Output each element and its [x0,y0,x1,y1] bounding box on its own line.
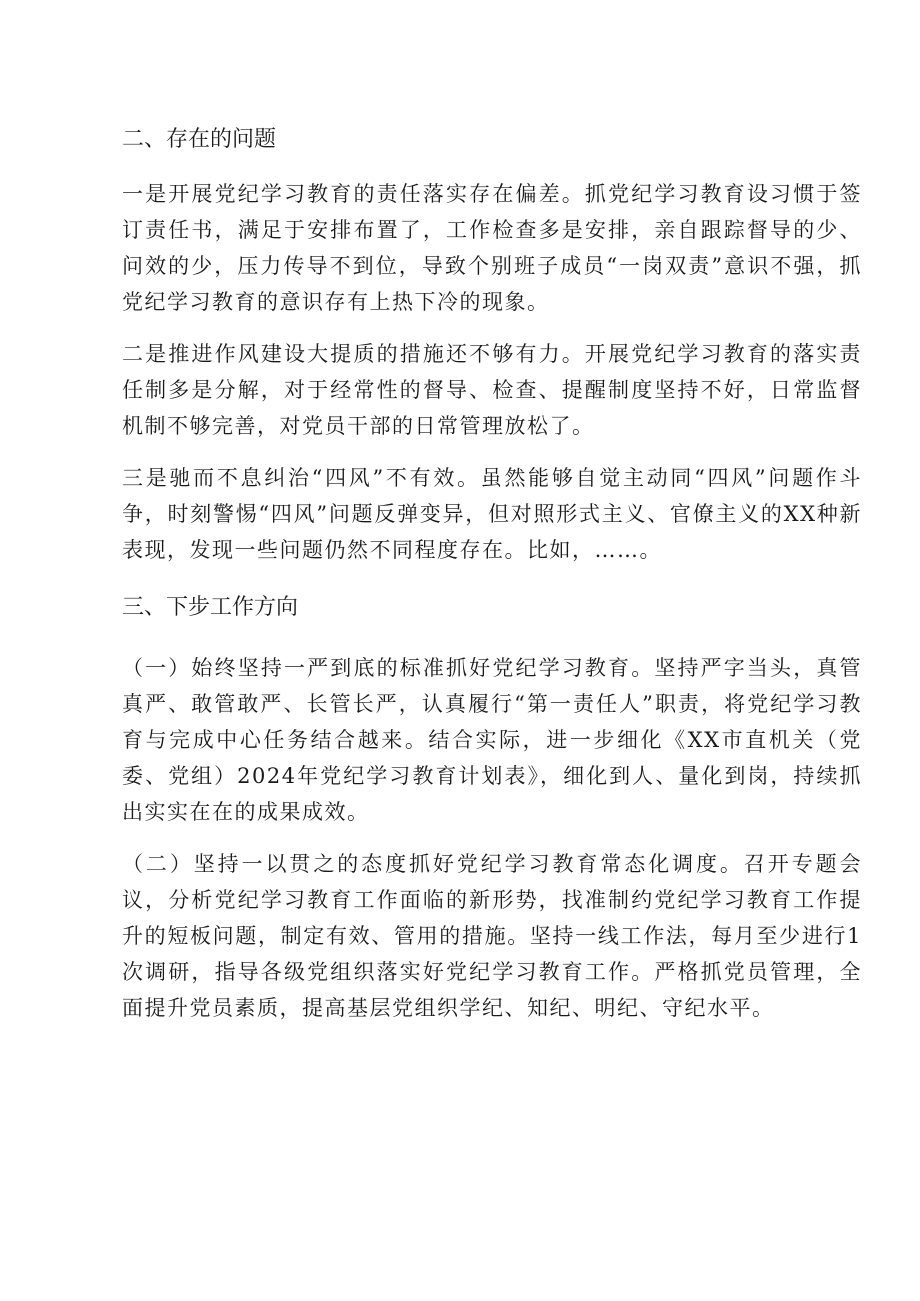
paragraph-text: （二）坚持一以贯之的态度抓好党纪学习教育常态化调度。召开专题会议，分析党纪学习教育工作面临的新形势，找准制约党纪学习教育工作提升的短板问题，制定有效、管用的措施。坚持一线工作法，每月至少进行1次调研，指导各级党组织落实好党纪学习教育工作。严格抓党员管理，全面提升党员素质，提高基层党组织学纪、知纪、明纪、守纪水平。 [122,852,862,1020]
section-2-paragraph-1 [122,176,862,320]
section-2-paragraph-2 [122,336,862,444]
document-body [122,116,862,1042]
paragraph-text: 一是开展党纪学习教育的责任落实存在偏差。抓党纪学习教育设习惯于签订责任书，满足于安排布置了，工作检查多是安排，亲自跟踪督导的少、问效的少，压力传导不到位，导致个别班子成员“一岗双责”意识不强，抓党纪学习教育的意识存有上热下冷的现象。 [122,182,862,314]
paragraph-text: 三是驰而不息纠治“四风”不有效。虽然能够自觉主动同“四风”问题作斗争，时刻警惕“四风”问题反弹变异，但对照形式主义、官僚主义的XX种新表现，发现一些问题仍然不同程度存在。比如，……。 [122,466,862,562]
section-2-paragraph-3 [122,460,862,568]
section-3-paragraph-1 [122,650,862,830]
paragraph-text: （一）始终坚持一严到底的标准抓好党纪学习教育。坚持严字当头，真管真严、敢管敢严、长管长严，认真履行“第一责任人”职责，将党纪学习教育与完成中心任务结合越来。结合实际，进一步细化《XX市直机关（党委、党组）2024年党纪学习教育计划表》，细化到人、量化到岗，持续抓出实实在在的成果成效。 [122,656,862,824]
section-3-title: 三、下步工作方向 [122,595,299,620]
section-3-paragraph-2 [122,846,862,1026]
paragraph-text: 二是推进作风建设大提质的措施还不够有力。开展党纪学习教育的落实责任制多是分解，对于经常性的督导、检查、提醒制度坚持不好，日常监督机制不够完善，对党员干部的日常管理放松了。 [122,342,862,438]
section-2-title: 二、存在的问题 [122,127,277,152]
